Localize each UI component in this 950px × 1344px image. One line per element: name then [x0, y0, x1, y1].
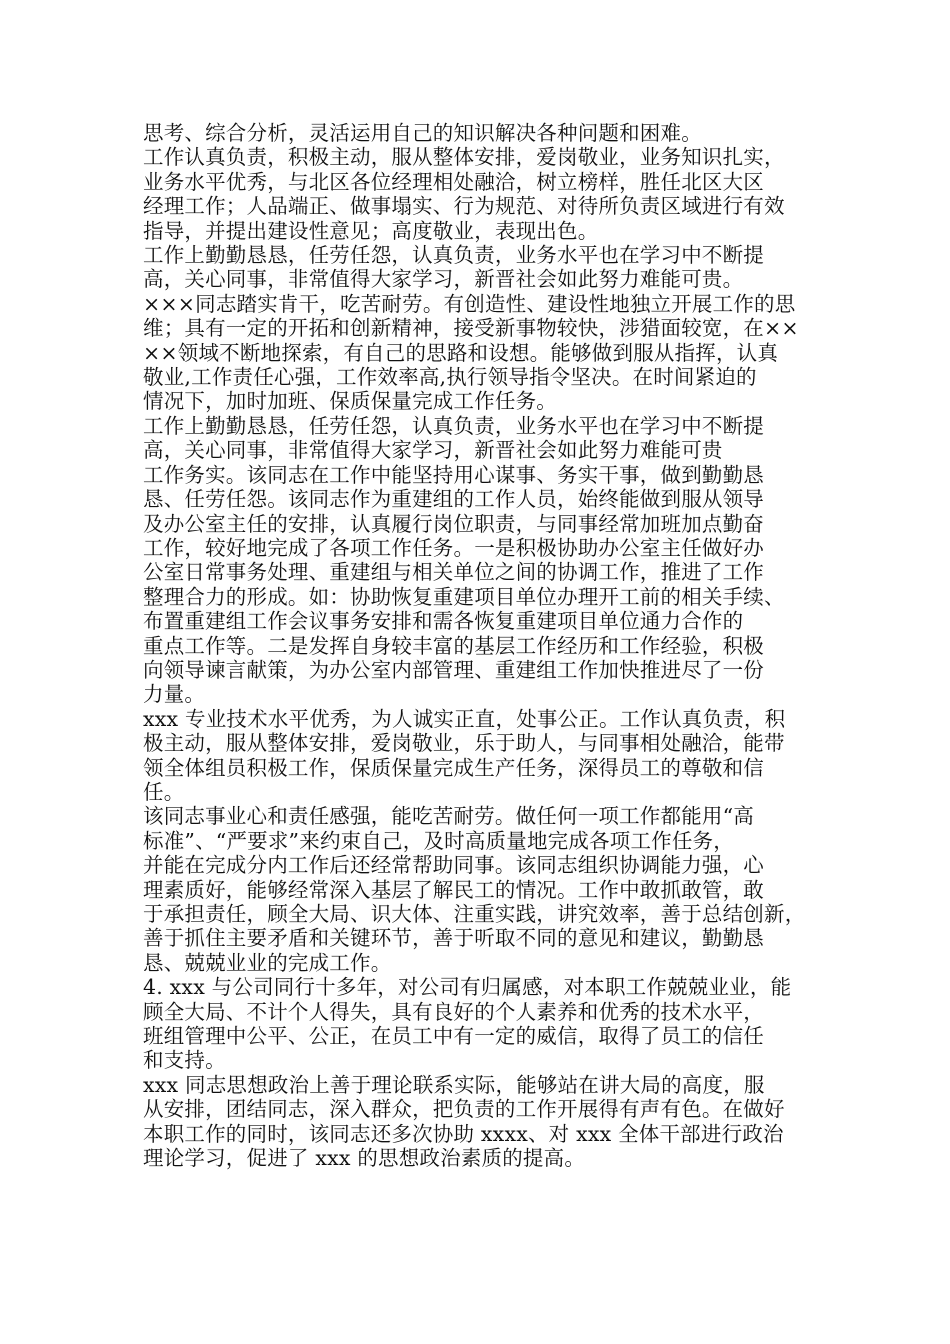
paragraph-8: 该同志事业心和责任感强，能吃苦耐劳。做任何一项工作都能用“高 标准”、“严要求”来约束自己，及时高质量地完成各项工作任务， 并能在完成分内工作后还经常帮助同事。该同志组织协调能力强，心 理素质好，能够经常深入基层了解民工的情况。工作中敢抓敢管，敢 于承担责任，顾全大局、识大体、注重实践，讲究效率，善于总结创新， 善于抓住主要矛盾和关键环节，善于听取不同的意见和建议，勤勤恳 恳、兢兢业业的完成工作。	[143, 804, 806, 975]
paragraph-9: 4. xxx 与公司同行十多年，对公司有归属感，对本职工作兢兢业业，能 顾全大局、不计个人得失，具有良好的个人素养和优秀的技术水平， 班组管理中公平、公正，在员工中有一定的威信，取得了员工的信任 和支持。	[143, 975, 792, 1073]
paragraph-5: 工作上勤勤恳恳，任劳任怨，认真负责，业务水平也在学习中不断提 高，关心同事，非常值得大家学习，新晋社会如此努力难能可贵	[143, 413, 764, 463]
paragraph-2: 工作认真负责，积极主动，服从整体安排，爱岗敬业，业务知识扎实， 业务水平优秀，与北区各位经理相处融洽，树立榜样，胜任北区大区 经理工作；人品端正、做事塌实、行为规范、对待所负责区域进行有效 指导，并提出建设性意见；高度敬业，表现出色。	[143, 145, 785, 243]
paragraph-3: 工作上勤勤恳恳，任劳任怨，认真负责，业务水平也在学习中不断提 高，关心同事，非常值得大家学习，新晋社会如此努力难能可贵。	[143, 243, 764, 292]
paragraph-1: 思考、综合分析，灵活运用自己的知识解决各种问题和困难。	[143, 121, 702, 145]
paragraph-6: 工作务实。该同志在工作中能坚持用心谋事、务实干事，做到勤勤恳 恳、任劳任怨。该同志作为重建组的工作人员，始终能做到服从领导 及办公室主任的安排，认真履行岗位职责，与同事经常加班加点勤奋 工作，较好地完成了各项工作任务。一是积极协助办公室主任做好办 公室日常事务处理、重建组与相关单位之间的协调工作，推进了工作 整理合力的形成。如：协助恢复重建项目单位办理开工前的相关手续、 布置重建组工作会议事务安排和需各恢复重建项目单位通力合作的 重点工作等。二是发挥自身较丰富的基层工作经历和工作经验，积极 向领导谏言献策，为办公室内部管理、重建组工作加快推进尽了一份 力量。	[143, 462, 785, 707]
paragraph-4: ×××同志踏实肯干，吃苦耐劳。有创造性、建设性地独立开展工作的思 维；具有一定的开拓和创新精神，接受新事物较快，涉猎面较宽，在×× ××领域不断地探索，有自己的思路和设想。能够做到服从指挥，认真 敬业,工作责任心强，工作效率高,执行领导指令坚决。在时间紧迫的 情况下，加时加班、保质保量完成工作任务。	[143, 291, 799, 414]
paragraph-7: xxx 专业技术水平优秀，为人诚实正直，处事公正。工作认真负责，积 极主动，服从整体安排，爱岗敬业，乐于助人，与同事相处融洽，能带 领全体组员积极工作，保质保量完成生产任务，深得员工的尊敬和信 任。	[143, 706, 786, 804]
document-body	[143, 121, 823, 1170]
paragraph-10: xxx 同志思想政治上善于理论联系实际，能够站在讲大局的高度，服 从安排，团结同志，深入群众，把负责的工作开展得有声有色。在做好 本职工作的同时，该同志还多次协助 xxxx、对 xxx 全体干部进行政治 理论学习，促进了 xxx 的思想政治素质的提高。	[143, 1072, 785, 1171]
